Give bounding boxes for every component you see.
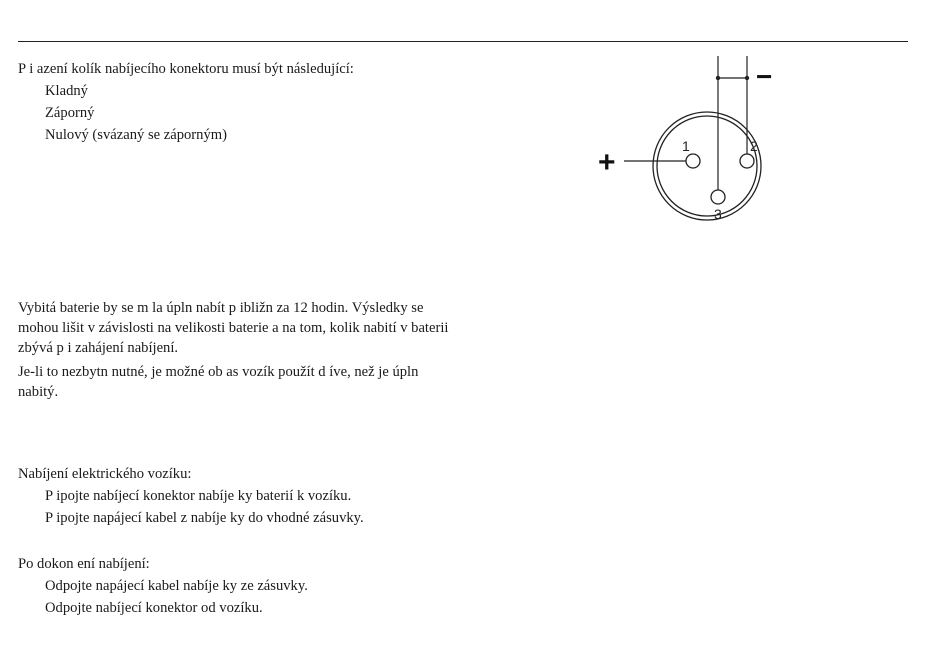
pin-2-label: 2 (750, 138, 758, 154)
pin-assignment-heading: P i azení kolík nabíjecího konektoru musí být následující: (18, 61, 354, 77)
pin-item-negative: Záporný (45, 105, 95, 121)
paragraph-line: nabitý. (18, 384, 59, 400)
connector-pinout-diagram (590, 50, 790, 230)
pin-item-neutral: Nulový (svázaný se záporným) (45, 127, 227, 143)
pin-1 (686, 154, 700, 168)
after-charging-step-1: Odpojte napájecí kabel nabíje ky ze zásuvky. (45, 578, 308, 594)
junction-dot-right (745, 76, 749, 80)
charging-step-2: P ipojte napájecí kabel z nabíje ky do vhodné zásuvky. (45, 510, 364, 526)
pin-3 (711, 190, 725, 204)
minus-sign: − (756, 61, 773, 92)
plus-sign: + (598, 146, 616, 179)
junction-dot-left (716, 76, 720, 80)
charging-time-paragraph (18, 298, 518, 358)
pin-2 (740, 154, 754, 168)
charging-heading: Nabíjení elektrického vozíku: (18, 466, 192, 482)
paragraph-line: mohou lišit v závislosti na velikosti baterie a na tom, kolik nabití v baterii (18, 320, 449, 336)
after-charging-heading: Po dokon ení nabíjení: (18, 556, 150, 572)
paragraph-line: Je-li to nezbytn nutné, je možné ob as vozík použít d íve, než je úpln (18, 364, 419, 380)
paragraph-line: zbývá p i zahájení nabíjení. (18, 340, 179, 356)
pin-item-positive: Kladný (45, 83, 88, 99)
top-rule (18, 41, 908, 42)
paragraph-line: Vybitá baterie by se m la úpln nabít p ibližn za 12 hodin. Výsledky se (18, 300, 424, 316)
charging-step-1: P ipojte nabíjecí konektor nabíje ky baterií k vozíku. (45, 488, 352, 504)
pin-1-label: 1 (682, 138, 690, 154)
pin-3-label: 3 (714, 206, 722, 222)
after-charging-step-2: Odpojte nabíjecí konektor od vozíku. (45, 600, 263, 616)
early-use-paragraph (18, 362, 518, 402)
